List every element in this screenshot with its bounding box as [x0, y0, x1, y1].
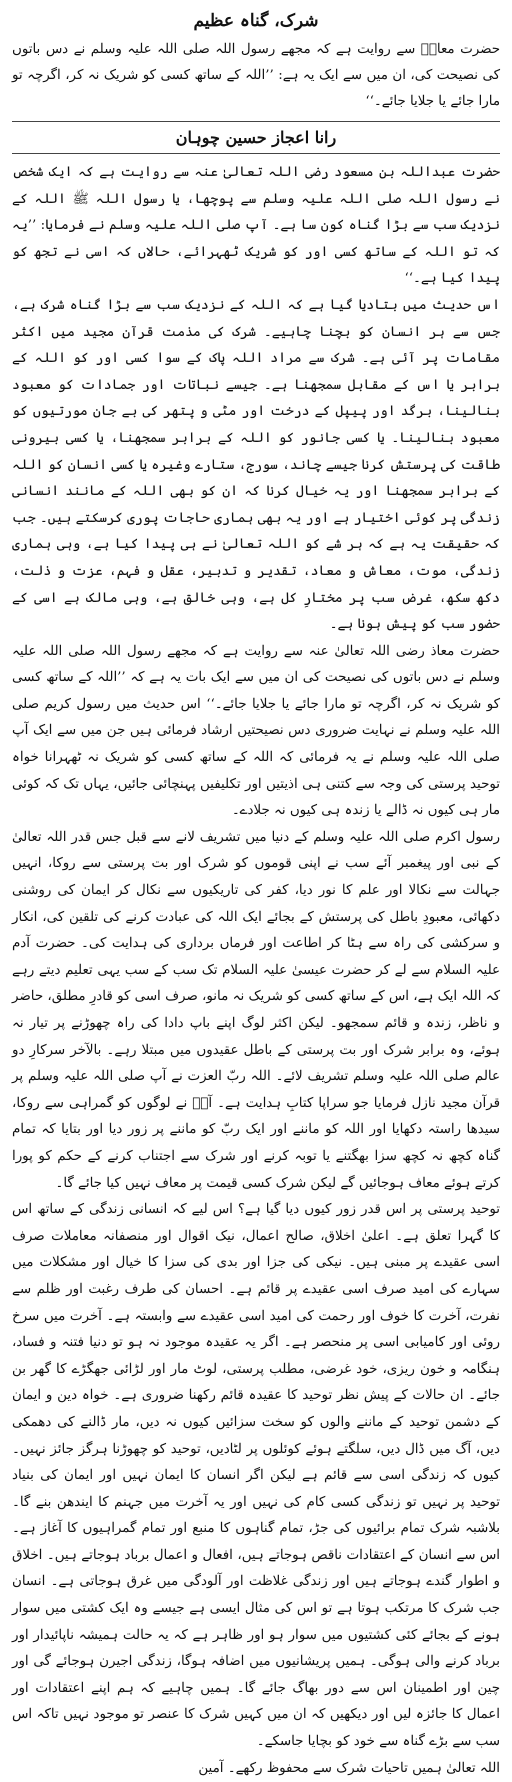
paragraph: توحید پرستی پر اس قدر زور کیوں دیا گیا ہے؟ اس لیے کہ انسانی زندگی کے ساتھ اس کا گہرا تعلق ہے۔ اعلیٰ اخلاق، صالح اعمال، نیک اقوال اور منصفانہ معاملات صرف اسی عقیدے پر مبنی ہیں۔ نیکی کی جزا اور بدی کی سزا کا خیال اور مشکلات میں سہارے کی امید صرف اسی عقیدے پر قائم ہے۔ احسان کی طرف رغبت اور ظلم سے نفرت، آخرت کا خوف اور رحمت کی امید اسی عقیدے سے وابستہ ہے۔ آخرت میں سرخ روئی اور کامیابی اسی پر منحصر ہے۔ اگر یہ عقیدہ موجود نہ ہو تو دنیا فتنہ و فساد، ہنگامہ و خون ریزی، خود غرضی، مطلب پرستی، لوٹ مار اور لڑائی جھگڑے کا گھر بن جائے۔ ان حالات کے پیش نظر توحید کا عقیدہ قائم رکھنا ضروری ہے۔ خواہ دین و ایمان کے دشمن توحید کے ماننے والوں کو سخت سزائیں کیوں نہ دیں، مار ڈالنے کی دھمکی دیں، آگ میں ڈال دیں، سلگتے ہوئے کوئلوں پر لٹادیں، توحید کو چھوڑنا ہرگز جائز نہیں۔ کیوں کہ زندگی اسی سے قائم ہے لیکن اگر انسان کا ایمان نہیں اور ایمان کی بنیاد توحید پر نہیں تو زندگی کسی کام کی نہیں اور یہ آخرت میں جہنم کا ایندھن بنے گا۔ بلاشبہ شرک تمام برائیوں کی جڑ، تمام گناہوں کا منبع اور تمام گمراہیوں کا آغاز ہے۔ اس سے انسان کے اعتقادات ناقص ہوجاتے ہیں، افعال و اعمال برباد ہوجاتے ہیں۔ اخلاق و اطوار گندے ہوجاتے ہیں اور زندگی غلاظت اور آلودگی میں غرق ہوجاتی ہے۔ انسان جب شرک کا مرتکب ہوتا ہے تو اس کی مثال ایسی ہے جیسے وہ ایک کشتی میں سوار ہونے کے بجائے کئی کشتیوں میں سوار ہو اور ظاہر ہے کہ یہ حالت ہمیشہ ناپائیدار اور برباد کرنے والی ہوگی۔ ہمیں پریشانیوں میں اضافہ ہوگا، زندگی اجیرن ہوجائے گی اور چین اور اطمینان اس سے دور بھاگ جائے گا۔ ہمیں چاہیے کہ ہم اپنے اعتقادات اور اعمال کا جائزہ لیں اور دیکھیں کہ ان میں کہیں شرک کا عنصر تو موجود نہیں تاکہ اس سب سے بڑے گناہ سے خود کو بچایا جاسکے۔	[12, 1202, 500, 1750]
closing-prayer: اللہ تعالیٰ ہمیں تاحیات شرک سے محفوظ رکھے۔ آمین	[198, 1760, 500, 1776]
author-byline: رانا اعجاز حسین چوہان	[175, 128, 337, 147]
divider	[12, 153, 500, 154]
article-body	[12, 160, 500, 1782]
paragraph: حضرت معاذ رضی اللہ تعالیٰ عنہ سے روایت ہے کہ مجھے رسول اللہ صلی اللہ علیہ وسلم نے دس باتوں کی نصیحت کی ان میں سے ایک بات یہ ہے کہ ’’اللہ کے ساتھ کسی کو شریک نہ کر، اگرچہ تو مارا جائے یا جلایا جائے۔‘‘ اس حدیث میں رسول کریم صلی اللہ علیہ وسلم نے نہایت ضروری دس نصیحتیں ارشاد فرمائی ہیں جن میں سے ایک آپ صلی اللہ علیہ وسلم نے یہ فرمائی کہ اللہ کے ساتھ کسی کو شریک نہ ٹھہرانا خواہ توحید پرستی کی وجہ سے کتنی ہی اذیتیں اور تکلیفیں پہنچائی جائیں، یہاں تک کہ کوئی مار ہی کیوں نہ ڈالے یا زندہ ہی کیوں نہ جلادے۔	[12, 643, 500, 819]
divider	[12, 121, 500, 122]
article-title: شرک، گناہ عظیم	[193, 11, 319, 31]
intro-hadith: حضرت معاذؓ سے روایت ہے کہ مجھے رسول اللہ صلی اللہ علیہ وسلم نے دس باتوں کی نصیحت کی، ان میں سے ایک یہ ہے: ’’اللہ کے ساتھ کسی کو شریک نہ کر، اگرچہ تو مارا جائے یا جلایا جائے۔‘‘	[12, 42, 500, 109]
paragraph: حضرت عبداللہ بن مسعود رضی اللہ تعالیٰ عنہ سے روایت ہے کہ ایک شخص نے رسول اللہ صلی اللہ علیہ وسلم سے پوچھا، یا رسول اللہ ﷺ اللہ کے نزدیک سب سے بڑا گناہ کون سا ہے۔ آپ صلی اللہ علیہ وسلم نے فرمایا: ’’یہ کہ تو اللہ کے ساتھ کسی اور کو شریک ٹھہرائے، حالاں کہ اسی نے تجھ کو پیدا کیا ہے۔‘‘	[12, 165, 500, 287]
paragraph: رسول اکرم صلی اللہ علیہ وسلم کے دنیا میں تشریف لانے سے قبل جس قدر اللہ تعالیٰ کے نبی اور پیغمبر آئے سب نے اپنی قوموں کو شرک اور بت پرستی سے روکا، انہیں جہالت سے نکالا اور علم کا نور دیا، کفر کی تاریکیوں سے نکال کر ایمان کی روشنی دکھائی، معبودِ باطل کی پرستش کے بجائے ایک اللہ کی عبادت کرنے کی تلقین کی، انکار و سرکشی کی راہ سے ہٹا کر اطاعت اور فرماں برداری کی ہدایت کی۔ حضرت آدم علیہ السلام سے لے کر حضرت عیسیٰ علیہ السلام تک سب کے سب یہی تعلیم دیتے رہے کہ اللہ ایک ہے، اس کے ساتھ کسی کو شریک نہ مانو، صرف اسی کو قادرِ مطلق، حاضر و ناظر، زندہ و قائم سمجھو۔ لیکن اکثر لوگ اپنے باپ دادا کی راہ چھوڑنے پر تیار نہ ہوئے، وہ برابر شرک اور بت پرستی کے باطل عقیدوں میں مبتلا رہے۔ بالآخر سرکارِ دو عالم صلی اللہ علیہ وسلم تشریف لائے۔ اللہ ربّ العزت نے آپ صلی اللہ علیہ وسلم پر قرآن مجید نازل فرمایا جو سراپا کتابِ ہدایت ہے۔ آپؐ نے لوگوں کو گمراہی سے روکا، سیدھا راستہ دکھایا اور اللہ کو ماننے اور ایک ربّ کو ماننے پر زور دیا اور بتایا کہ تمام گناہ کچھ نہ کچھ سزا بھگتنے یا توبہ کرنے اور شرک سے اجتناب کرنے کے حکم کو پورا کرتے ہوئے معاف ہوجائیں گے لیکن شرک کسی قیمت پر معاف نہیں کیا جائے گا۔	[12, 829, 500, 1191]
paragraph: اس حدیث میں بتادیا گیا ہے کہ اللہ کے نزدیک سب سے بڑا گناہ شرک ہے، جس سے ہر انسان کو بچنا چاہیے۔ شرک کی مذمت قرآن مجید میں اکثر مقامات پر آئی ہے۔ شرک سے مراد اللہ پاک کے سوا کسی اور کو اللہ کے برابر یا اس کے مقابل سمجھنا ہے۔ جیسے نباتات اور جمادات کو معبود بنالینا، برگد اور پیپل کے درخت اور مٹی و پتھر کی بے جان مورتیوں کو معبود بنالینا۔ یا کسی جانور کو اللہ کے برابر سمجھنا، یا کسی بیرونی طاقت کی پرستش کرنا جیسے چاند، سورج، ستارے وغیرہ یا کسی انسان کو اللہ کے برابر سمجھنا اور یہ خیال کرنا کہ ان کو بھی اللہ کے مانند انسانی زندگی پر کوئی اختیار ہے اور یہ بھی ہماری حاجات پوری کرسکتے ہیں۔ جب کہ حقیقت یہ ہے کہ ہر شے کو اللہ تعالیٰ نے ہی پیدا کیا ہے، وہی ہماری زندگی، موت، معاش و معاد، تقدیر و تدبیر، عقل و فہم، عزت و ذلت، دکھ سکھ، غرض سب پر مختارِ کل ہے، وہی خالق ہے، وہی مالک ہے اسی کے حضور سب کو پیش ہونا ہے۔	[12, 297, 500, 633]
